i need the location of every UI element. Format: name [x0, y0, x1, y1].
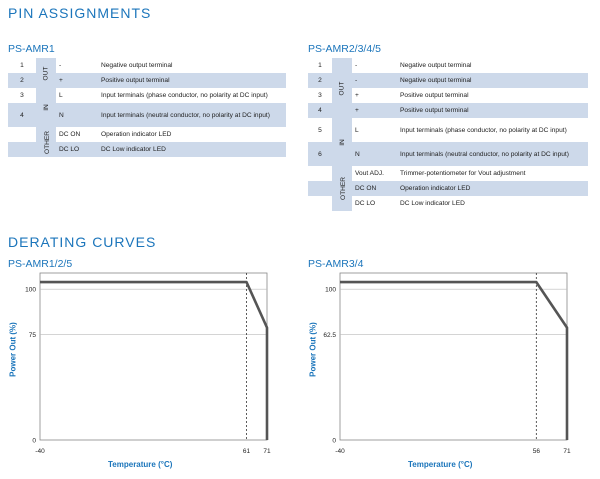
pin-description: Positive output terminal [397, 103, 588, 118]
pin-number: 3 [20, 92, 24, 99]
pin-description: Negative output terminal [400, 62, 472, 69]
group-cell: OTHER [36, 127, 56, 157]
chart-2 [300, 268, 600, 468]
table-row [308, 166, 588, 181]
pin-name: N [352, 142, 397, 166]
right-pin-table [308, 58, 588, 211]
chart-2-xlabel: Temperature (°C) [408, 460, 473, 469]
chart-1-xlabel: Temperature (°C) [108, 460, 173, 469]
pin-description: Operation indicator LED [101, 131, 172, 138]
y-tick-label: 62.5 [323, 331, 336, 339]
x-tick-label: 56 [532, 448, 540, 455]
y-tick-label: 0 [332, 437, 336, 445]
derating-line [40, 282, 267, 440]
pin-name: - [352, 73, 397, 88]
y-tick-label: 75 [28, 331, 36, 339]
chart-1-title: PS-AMR1/2/5 [8, 258, 73, 270]
pin-name: N [56, 103, 98, 127]
pin-description: Input terminals (neutral conductor, no polarity at DC input) [397, 142, 588, 166]
group-cell: IN [332, 118, 352, 166]
chart-2-title: PS-AMR3/4 [308, 258, 364, 270]
plot-frame [40, 273, 267, 440]
group-cell: OUT [332, 58, 352, 118]
group-cell: OTHER [332, 166, 352, 211]
pin-name: L [355, 126, 359, 134]
pin-description: Positive output terminal [98, 73, 286, 88]
chart-2-ylabel: Power Out (%) [308, 322, 318, 377]
chart-1-ylabel: Power Out (%) [8, 322, 18, 377]
pin-description: Operation indicator LED [397, 181, 588, 196]
pin-name: + [352, 103, 397, 118]
y-tick-label: 0 [32, 437, 36, 445]
pin-number: 2 [8, 73, 36, 88]
pin-description: Trimmer-potentiometer for Vout adjustment [400, 170, 526, 177]
group-cell: OUT [36, 58, 56, 88]
x-tick-label: -40 [335, 448, 345, 455]
pin-number [308, 196, 332, 211]
left-table-title: PS-AMR1 [8, 43, 55, 55]
pin-number [308, 166, 332, 181]
pin-number: 4 [308, 103, 332, 118]
pin-description: Input terminals (phase conductor, no polarity at DC input) [101, 92, 268, 99]
pin-description: DC Low indicator LED [400, 200, 465, 207]
table-row [8, 88, 286, 103]
pin-name: - [59, 62, 62, 69]
pin-name: - [355, 62, 358, 69]
plot-frame [340, 273, 567, 440]
pin-name: L [59, 92, 63, 99]
pin-number [8, 142, 36, 157]
left-pin-table [8, 58, 286, 157]
table-row [308, 118, 588, 142]
pin-description: Negative output terminal [397, 73, 588, 88]
pin-number: 3 [318, 92, 322, 99]
group-cell: IN [36, 88, 56, 127]
x-tick-label: -40 [35, 448, 45, 455]
pin-name: DC ON [59, 131, 81, 138]
pin-name: Vout ADJ. [355, 170, 384, 177]
pin-name: DC LO [56, 142, 98, 157]
pin-number: 1 [20, 62, 24, 69]
x-tick-label: 71 [563, 448, 571, 455]
pin-name: + [56, 73, 98, 88]
pin-name: DC LO [355, 200, 376, 207]
chart-1 [0, 268, 300, 468]
table-row [308, 58, 588, 73]
pin-number: 5 [318, 126, 322, 134]
pin-description: Negative output terminal [101, 62, 173, 69]
pin-description: Input terminals (neutral conductor, no polarity at DC input) [98, 103, 286, 127]
right-table-title: PS-AMR2/3/4/5 [308, 43, 381, 55]
pin-name: + [355, 92, 359, 99]
pin-name: DC ON [352, 181, 397, 196]
pin-number [8, 127, 36, 142]
x-tick-label: 71 [263, 448, 271, 455]
table-row [8, 58, 286, 73]
pin-assignments-heading: PIN ASSIGNMENTS [8, 5, 152, 21]
pin-number: 2 [308, 73, 332, 88]
table-row [8, 127, 286, 142]
derating-curves-heading: DERATING CURVES [8, 234, 157, 250]
pin-number: 6 [308, 142, 332, 166]
pin-number [308, 181, 332, 196]
y-tick-label: 100 [25, 286, 36, 294]
pin-number: 1 [318, 62, 322, 69]
pin-description: Input terminals (phase conductor, no polarity at DC input) [400, 126, 567, 134]
x-tick-label: 61 [242, 448, 251, 455]
pin-description: DC Low indicator LED [98, 142, 286, 157]
derating-line [340, 282, 567, 440]
pin-number: 4 [8, 103, 36, 127]
pin-description: Positive output terminal [400, 92, 469, 99]
y-tick-label: 100 [325, 286, 336, 294]
